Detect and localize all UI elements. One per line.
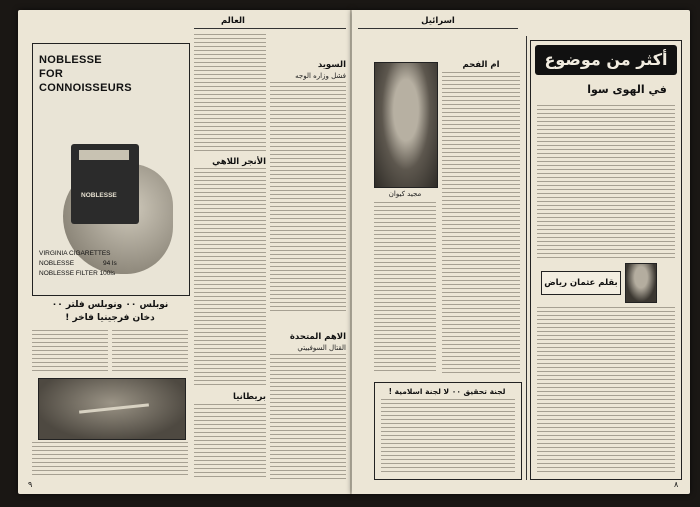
heading-soviet: القتال السوفييتي xyxy=(297,344,346,352)
author-photo xyxy=(625,263,657,303)
text-block xyxy=(381,399,515,473)
section-label-right: اسرائيل xyxy=(421,16,455,26)
page-number-left: ٩ xyxy=(28,480,33,489)
photo-caption: مجيد كيوان xyxy=(388,190,422,198)
column-divider xyxy=(526,36,527,480)
pen-photo xyxy=(38,378,186,440)
right-page xyxy=(352,10,690,494)
text-block xyxy=(112,330,188,372)
left-page xyxy=(18,10,352,494)
page-number-right: ٨ xyxy=(674,480,679,489)
text-block xyxy=(194,404,266,480)
column-banner-title: أكثر من موضوع xyxy=(535,45,677,75)
text-block xyxy=(537,105,675,259)
byline: بقلم عثمان رياض xyxy=(544,278,618,288)
text-block xyxy=(442,72,520,374)
column-subtitle: في الهوى سوا xyxy=(587,83,667,96)
heading-umm-al-fahm: ام الفحم xyxy=(462,60,500,70)
heading-uk: بريطانيا xyxy=(233,392,266,402)
heading-italy: الاهم المتحدة xyxy=(289,332,346,342)
heading-sweden: السويد xyxy=(317,60,346,70)
ad-arabic-line-2: دخان فرجينيا فاخر ! xyxy=(65,313,155,323)
text-block xyxy=(32,330,108,372)
ad-arabic-line-1: نوبلس ٠٠ ونوبلس فلتر ٠٠ xyxy=(51,300,169,310)
cigarette-ad xyxy=(32,43,190,296)
text-block xyxy=(194,34,266,154)
text-block xyxy=(374,202,436,374)
ad-line-virginia: VIRGINIA CIGARETTES xyxy=(39,250,111,257)
ad-headline-1: NOBLESSE xyxy=(39,54,102,66)
text-block xyxy=(194,168,266,388)
section-label-left: العالم xyxy=(221,16,245,26)
ad-line-noblesse-price: 94 ls xyxy=(103,260,117,267)
box-caption: لجنة تحقيق ٠٠ لا لجنة اسلامية ! xyxy=(388,387,506,396)
ad-headline-3: CONNOISSEURS xyxy=(39,82,132,94)
ad-line-noblesse: NOBLESSE xyxy=(39,260,75,267)
divider xyxy=(358,28,518,29)
subheading-sweden: فشل وزاره الوجه xyxy=(295,72,346,80)
ad-headline-2: FOR xyxy=(39,68,64,80)
text-block xyxy=(537,307,675,473)
ad-line-filter: NOBLESSE FILTER 100ls xyxy=(39,270,116,277)
text-block xyxy=(270,354,346,480)
divider xyxy=(194,28,346,29)
heading-middle: الأنجر اللاهي xyxy=(212,157,266,167)
opinion-column xyxy=(530,40,682,480)
text-block xyxy=(32,442,188,478)
boxed-article xyxy=(374,382,522,480)
cigarette-pack-image xyxy=(71,144,139,224)
byline-box xyxy=(541,271,621,295)
pack-brand: NOBLESSE xyxy=(81,192,117,199)
portrait-photo xyxy=(374,62,438,188)
text-block xyxy=(270,82,346,312)
